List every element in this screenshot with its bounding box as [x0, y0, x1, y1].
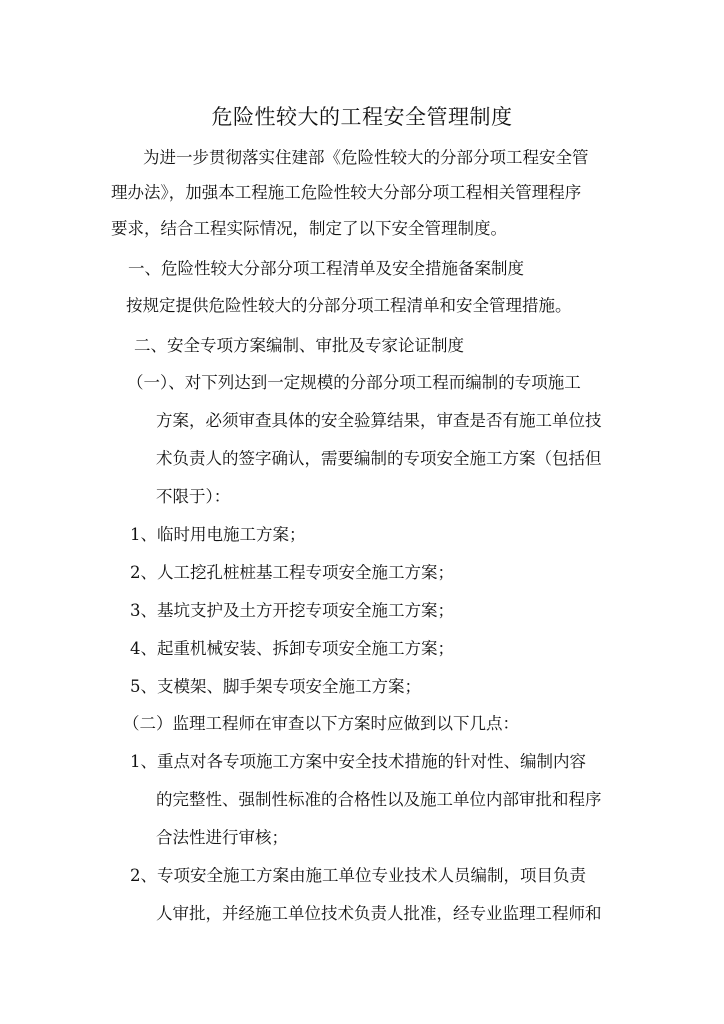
document-title: 危险性较大的工程安全管理制度	[211, 105, 513, 129]
subsection-1-line-4: 不限于）：	[156, 487, 231, 506]
section-heading-2: 二、安全专项方案编制、审批及专家论证制度	[134, 336, 464, 355]
subsection-1-line-3: 术负责人的签字确认，需要编制的专项安全施工方案（包括但	[156, 449, 602, 468]
list-item-4: 4、起重机械安装、拆卸专项安全施工方案；	[130, 639, 454, 658]
list-item-2: 2、人工挖孔桩桩基工程专项安全施工方案；	[130, 563, 454, 582]
subsection-1-line-2: 方案，必须审查具体的安全验算结果，审查是否有施工单位技	[156, 411, 602, 430]
subsection-1-line-1: （一）、对下列达到一定规模的分部分项工程而编制的专项施工	[127, 373, 581, 392]
list-item-5: 5、支模架、脚手架专项安全施工方案；	[130, 677, 421, 696]
list-item-1: 1、临时用电施工方案；	[130, 525, 306, 544]
body-line-1: 为进一步贯彻落实住建部《危险性较大的分部分项工程安全管	[143, 148, 589, 167]
section-heading-1: 一、危险性较大分部分项工程清单及安全措施备案制度	[128, 259, 524, 278]
subsection-2-item-2-line-1: 2、专项安全施工方案由施工单位专业技术人员编制，项目负责	[130, 866, 586, 885]
body-line-3: 要求，结合工程实际情况，制定了以下安全管理制度。	[111, 219, 507, 238]
body-line-4: 按规定提供危险性较大的分部分项工程清单和安全管理措施。	[126, 296, 572, 315]
subsection-2-heading: （二）监理工程师在审查以下方案时应做到以下几点：	[123, 714, 519, 733]
subsection-2-item-1-line-3: 合法性进行审核；	[156, 828, 288, 847]
list-item-3: 3、基坑支护及土方开挖专项安全施工方案；	[130, 601, 454, 620]
subsection-2-item-1-line-1: 1、重点对各专项施工方案中安全技术措施的针对性、编制内容	[130, 752, 586, 771]
subsection-2-item-2-line-2: 人审批，并经施工单位技术负责人批准，经专业监理工程师和	[156, 904, 602, 923]
subsection-2-item-1-line-2: 的完整性、强制性标准的合格性以及施工单位内部审批和程序	[156, 790, 602, 809]
body-line-2: 理办法》，加强本工程施工危险性较大分部分项工程相关管理程序	[111, 183, 582, 202]
